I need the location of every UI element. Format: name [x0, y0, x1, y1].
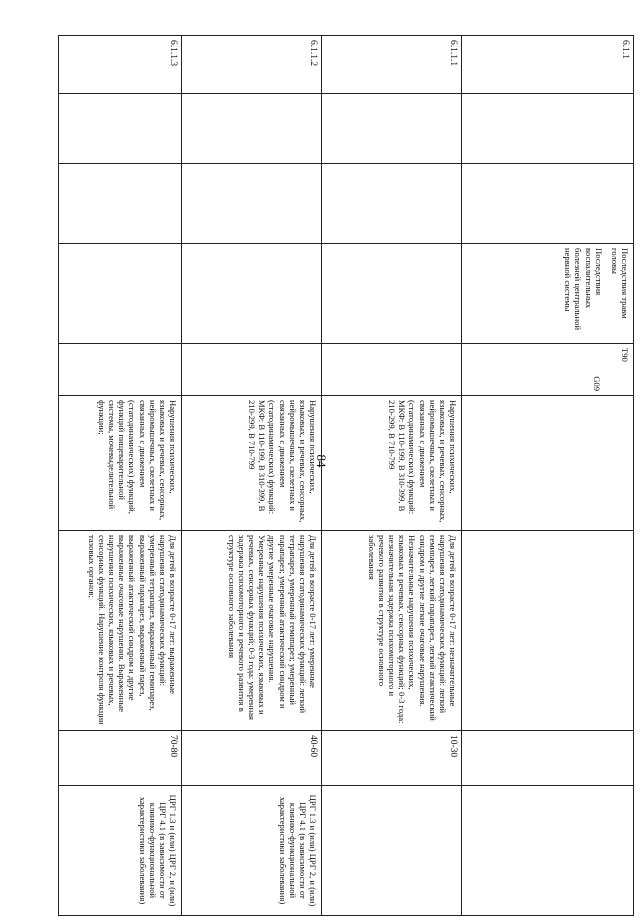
- cell-impairment: Нарушения психических, языковых, и речевых, сенсорных, нейромышечных, скелетных и связанных с движением (статодинамических) функций: МКФ: В 110-199, В 310-399, В 210-299, В 710-799: [322, 396, 462, 531]
- cell-num: 6.1.1.3: [59, 36, 182, 94]
- cell-empty: [322, 94, 462, 164]
- cell-criteria: Для детей в возрасте 0-17 лет: выраженные нарушения статодинамических функций: умеренный тетрапарез, выраженный гемипарез, выраженный парапарез, выраженный парез, выраженный атактический синдром и другие выраженные очаговые нарушения. Выраженные нарушения психических, языковых и речевых, сенсорных функций. Нарушение контроля функции тазовых органов;: [59, 531, 182, 731]
- disability-criteria-table: [58, 35, 634, 916]
- cell-empty: [322, 164, 462, 244]
- cell-diagnosis: [462, 244, 634, 344]
- cell-empty: [462, 396, 634, 531]
- cell-classification: [322, 786, 462, 916]
- cell-percent: 70-80: [59, 731, 182, 786]
- cell-num: 6.1.1: [462, 36, 634, 94]
- cell-impairment: Нарушения психических, языковых, и речевых, сенсорных, нейромышечных, скелетных и связанных с движением (статодинамических) функций: МКФ: В 110-199, В 310-399, В 210-299, В 710-799: [182, 396, 322, 531]
- diagnosis-text: Последствия травм головы: [609, 248, 630, 319]
- cell-num: 6.1.1.1: [322, 36, 462, 94]
- table-row: [59, 36, 182, 916]
- cell-criteria: Для детей в возрасте 0-17 лет: умеренные нарушения статодинамических функций: легкий тетрапарез, умеренный гемипарез; умеренный парапарез; умеренный атактический синдром и другие умеренные очаговые нарушения. Умеренные нарушения психических, языковых и речевых, сенсорных функций; 0-3 года: умеренная задержка психомоторного и речевого развития в структуре основного заболевания: [182, 531, 322, 731]
- rotated-table-area: [58, 35, 634, 915]
- icd-code-1: T90: [620, 348, 630, 362]
- cell-empty: [462, 164, 634, 244]
- icd-code-2: G09: [591, 376, 602, 391]
- cell-codes: [462, 344, 634, 396]
- cell-empty: [462, 786, 634, 916]
- table-row: [322, 36, 462, 916]
- cell-empty: [59, 164, 182, 244]
- cell-empty: [322, 244, 462, 344]
- cell-percent: 40-60: [182, 731, 322, 786]
- cell-empty: [182, 94, 322, 164]
- cell-impairment: Нарушения психических, языковых и речевых, сенсорных, нейромышечных, скелетных и связанных с движением (статодинамических) функций, функций пищеварительной системы, мочевыделительной функции;: [59, 396, 182, 531]
- page-number: 84: [314, 454, 329, 468]
- cell-empty: [59, 344, 182, 396]
- cell-empty: [182, 244, 322, 344]
- cell-percent: 10-30: [322, 731, 462, 786]
- cell-empty: [322, 344, 462, 396]
- cell-num: 6.1.1.2: [182, 36, 322, 94]
- cell-classification: ЦРГ 1.3 и (или) ЦРГ 2, и (или) ЦРГ 4.1 (в зависимости от клинико-функциональной характеристики заболевания): [59, 786, 182, 916]
- cell-empty: [182, 344, 322, 396]
- cell-empty: [462, 94, 634, 164]
- cell-criteria: Для детей в возрасте 0-17 лет: незначительные нарушения статодинамических функций: легкий гемипарез, легкий парапарез, легкий атактический синдром и другие легкие очаговые нарушения. Незначительные нарушения психических, языковых и речевых, сенсорных функций; 0-3 года: незначительная задержка психомоторного и речевого развития в структуре основного заболевания: [322, 531, 462, 731]
- table-row-header-code: [462, 36, 634, 916]
- cell-classification: ЦРГ 1.3 и (или) ЦРГ 2, и (или) ЦРГ 4.1 (в зависимости от клинико-функциональной характеристики заболевания): [182, 786, 322, 916]
- cell-empty: [462, 531, 634, 731]
- table-row: [182, 36, 322, 916]
- cell-empty: [59, 244, 182, 344]
- cell-empty: [59, 94, 182, 164]
- diagnosis2-text: Последствия воспалительных болезней центральной нервной системы: [563, 248, 604, 331]
- cell-empty: [462, 731, 634, 786]
- cell-empty: [182, 164, 322, 244]
